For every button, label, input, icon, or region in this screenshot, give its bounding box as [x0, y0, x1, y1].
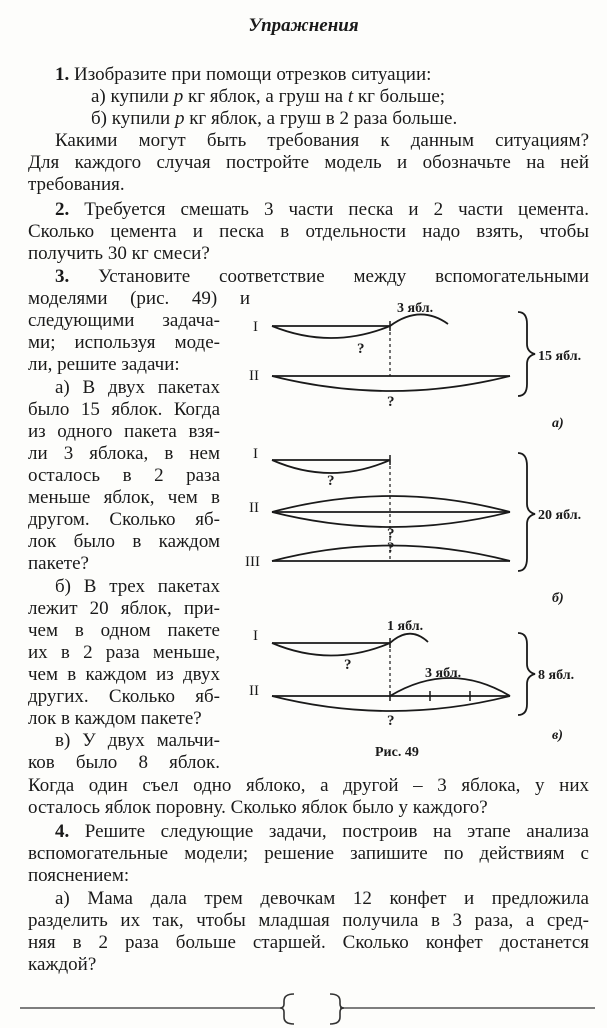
exercise-1-line-1 — [55, 64, 431, 86]
brace-arc — [272, 460, 390, 473]
exercise-2-line-2: Сколько цемента и песка в отдельности надо взять, чтобы — [28, 221, 589, 242]
task-a-line: было 15 яблок. Когда — [28, 399, 220, 420]
exercise-3-line-1: 3. Установите соответствие между вспомогательными — [55, 266, 589, 287]
task-b-line: других. Сколько яб- — [28, 686, 220, 707]
curly-brace — [518, 453, 535, 571]
section-title: Упражнения — [248, 15, 359, 36]
exercise-3-narrow-line: ли, решите задачи: — [28, 354, 180, 375]
row-label: III — [245, 554, 260, 570]
question-mark: ? — [357, 341, 365, 357]
task-c-line: Когда один съел одно яблоко, а другой – 3 яблока, у них — [28, 775, 589, 796]
question-mark: ? — [387, 394, 395, 410]
label-1-apple: 1 ябл. — [387, 619, 424, 634]
exercise-4-item-a: разделить их так, чтобы младшая получила в 3 раза, а сред- — [28, 910, 589, 931]
row-label: I — [253, 319, 258, 335]
exercise-2-line-3: получить 30 кг смеси? — [28, 243, 210, 264]
exercise-1-item-a: а) купили p кг яблок, а груш на t кг больше; — [91, 86, 446, 107]
question-mark: ? — [387, 713, 395, 729]
task-a-line: ли 3 яблока, в нем — [28, 443, 220, 464]
row-label: II — [249, 368, 259, 384]
row-label: I — [253, 628, 258, 644]
exercise-2-line-1: 2. Требуется смешать 3 части песка и 2 части цемента. — [55, 199, 589, 220]
row-label: I — [253, 446, 258, 462]
row-label: II — [249, 500, 259, 516]
task-a-line: другом. Сколько яб- — [28, 509, 220, 530]
exercise-3-narrow-line: следующими задача- — [28, 310, 220, 331]
task-b-line: их в 2 раза меньше, — [28, 642, 220, 663]
exercise-4-line-1: 4. Решите следующие задачи, построив на этапе анализа — [55, 821, 589, 842]
figure-49 — [235, 290, 605, 770]
task-a-line: лок было в каждом — [28, 531, 220, 552]
exercise-4-item-a: няя в 2 раза больше старшей. Сколько конфет достанется — [28, 932, 589, 953]
task-c-line: в) У двух мальчи- — [55, 730, 220, 751]
total-8-apples: 8 ябл. — [538, 668, 575, 683]
exercise-4-item-a: а) Мама дала трем девочкам 12 конфет и предложила — [55, 888, 589, 909]
page-number-bracket-left — [280, 994, 294, 1024]
task-a-line: а) В двух пакетах — [55, 377, 220, 398]
label-3-apples: 3 ябл. — [397, 301, 434, 316]
label-3-apples: 3 ябл. — [425, 666, 462, 681]
exercise-2-number: 2. — [55, 199, 70, 220]
brace-arc — [390, 314, 448, 326]
task-c-line: ков было 8 яблок. — [28, 752, 220, 773]
figure-caption: Рис. 49 — [375, 745, 419, 760]
task-b-line: чем в одном пакете — [28, 620, 220, 641]
brace-arc — [272, 496, 510, 512]
task-b-line: б) В трех пакетах — [55, 576, 220, 597]
exercise-1-item-b: б) купили p кг яблок, а груш в 2 раза больше. — [91, 108, 458, 129]
diagram-letter-c: в) — [552, 728, 563, 743]
question-mark: ? — [387, 540, 395, 556]
brace-arc — [272, 376, 510, 391]
exercise-3-number: 3. — [55, 266, 70, 287]
task-c-line: осталось яблок поровну. Сколько яблок было у каждого? — [28, 797, 488, 818]
total-20-apples: 20 ябл. — [538, 508, 582, 523]
exercise-4-line-3: пояснением: — [28, 865, 130, 886]
exercise-1-question: Какими могут быть требования к данным ситуациям? — [55, 130, 589, 151]
diagram-letter-a: а) — [552, 416, 564, 431]
task-a-line: меньше яблок, чем в — [28, 487, 220, 508]
exercise-3-narrow-line: моделями (рис. 49) и — [28, 288, 250, 309]
brace-arc — [390, 634, 428, 643]
brace-arc — [272, 643, 390, 656]
question-mark: ? — [387, 526, 395, 542]
exercise-1-line-6: требования. — [28, 174, 125, 195]
exercise-1-number: 1. — [55, 64, 70, 85]
curly-brace — [518, 633, 535, 715]
task-a-line: из одного пакета взя- — [28, 421, 220, 442]
brace-arc — [272, 326, 390, 338]
page-number-bracket-right — [330, 994, 344, 1024]
curly-brace — [518, 312, 535, 396]
row-label: II — [249, 683, 259, 699]
exercise-4-item-a: каждой? — [28, 954, 97, 975]
brace-arc — [272, 512, 510, 527]
exercise-1-text: Изобразите при помощи отрезков ситуации: — [69, 64, 432, 85]
task-a-line: осталось в 2 раза — [28, 465, 220, 486]
footer-rule — [0, 990, 607, 1028]
task-a-line: пакете? — [28, 553, 89, 574]
question-mark: ? — [344, 657, 352, 673]
exercise-3-narrow-line: ми; используя моде- — [28, 332, 220, 353]
total-15-apples: 15 ябл. — [538, 349, 582, 364]
question-mark: ? — [327, 473, 335, 489]
task-b-line: лежит 20 яблок, при- — [28, 598, 220, 619]
diagram-a — [272, 312, 535, 715]
exercise-1-line-5: Для каждого случая постройте модель и обозначьте на ней — [28, 152, 589, 173]
diagram-letter-b: б) — [552, 591, 564, 606]
brace-arc — [272, 696, 510, 711]
exercise-4-line-2: вспомогательные модели; решение запишите по действиям с — [28, 843, 589, 864]
task-b-line: чем в каждом из двух — [28, 664, 220, 685]
task-b-line: лок в каждом пакете? — [28, 708, 202, 729]
exercise-4-number: 4. — [55, 821, 70, 842]
